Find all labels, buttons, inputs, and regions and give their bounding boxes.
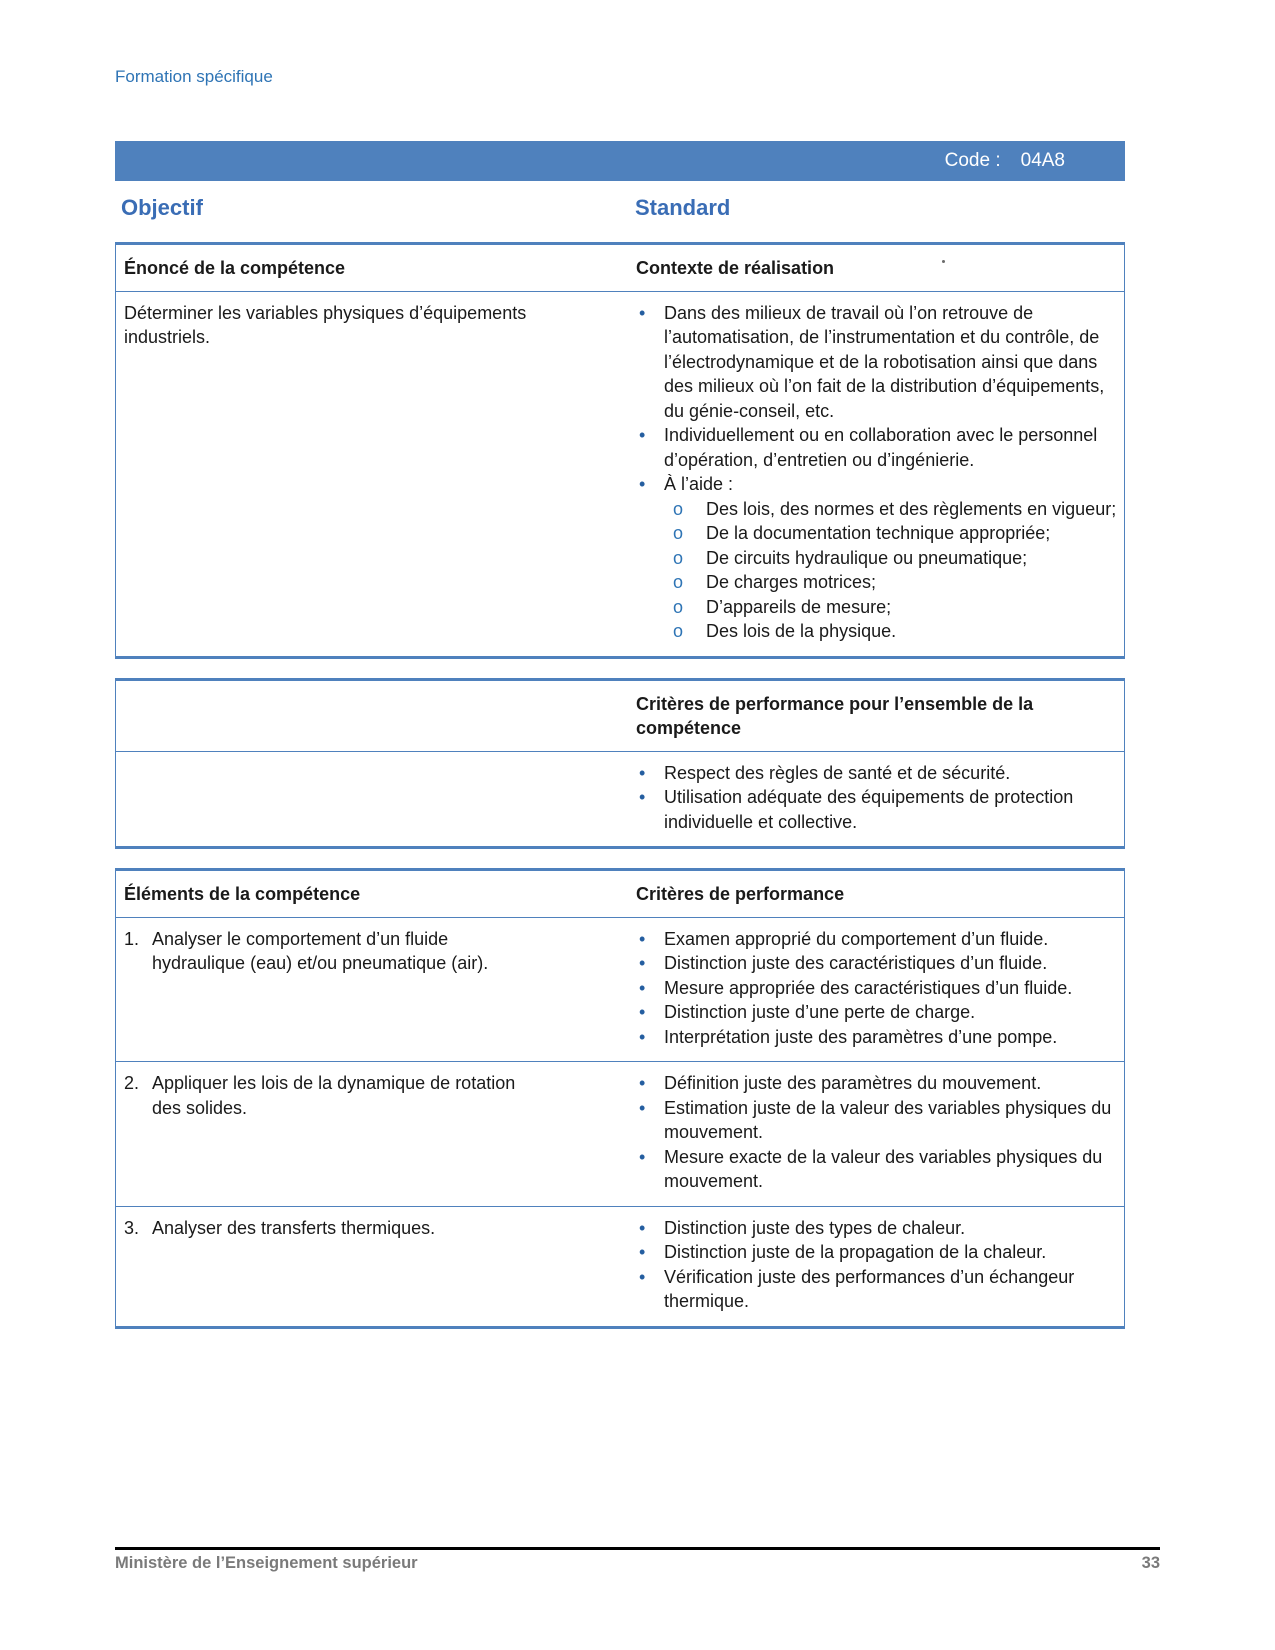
table-header-row xyxy=(116,245,1124,292)
page-footer xyxy=(115,1547,1160,1573)
column-headings xyxy=(115,193,1125,223)
code-label: Code : xyxy=(944,150,1001,171)
list-item xyxy=(636,472,1118,644)
numbered-element xyxy=(124,1071,546,1120)
sub-bullet-text: De circuits hydraulique ou pneumatique; xyxy=(706,547,1028,568)
sub-bullet-text: Des lois de la physique. xyxy=(706,621,897,641)
list-item xyxy=(673,521,1118,546)
objectif-heading: Objectif xyxy=(121,195,203,220)
bullet-text: Respect des règles de santé et de sécurité. xyxy=(664,762,1011,783)
list-item xyxy=(636,785,1118,834)
empty-body-cell xyxy=(116,752,636,847)
competence-statement: Déterminer les variables physiques d’équipements industriels. xyxy=(124,302,527,347)
list-item xyxy=(673,497,1118,522)
bullet-text: Distinction juste d’une perte de charge. xyxy=(664,1002,976,1022)
table-body-row xyxy=(116,292,1124,656)
table-header-row xyxy=(116,681,1124,752)
list-item xyxy=(636,301,1118,424)
bullet-text: Utilisation adéquate des équipements de protection individuelle et collective. xyxy=(664,787,1074,832)
elements-header-cell: Éléments de la compétence xyxy=(124,884,361,904)
bullet-text: Estimation juste de la valeur des variables physiques du mouvement. xyxy=(664,1097,1112,1142)
criteria-cell xyxy=(636,918,1124,1062)
elements-criteres-table xyxy=(115,868,1125,1329)
criteres-ensemble-list-cell xyxy=(636,752,1124,847)
footer-page-number: 33 xyxy=(1141,1554,1160,1572)
enonce-header-cell: Énoncé de la compétence xyxy=(124,258,346,278)
criteres-ensemble-bullet-list xyxy=(636,761,1118,835)
list-item xyxy=(673,619,1118,644)
list-item xyxy=(636,1216,1118,1241)
aide-sub-list xyxy=(673,497,1118,644)
enonce-contexte-table xyxy=(115,242,1125,659)
element-text: Analyser des transferts thermiques. xyxy=(152,1217,436,1238)
list-item xyxy=(636,927,1118,952)
page-content xyxy=(0,66,1275,1329)
sub-bullet-text: De charges motrices; xyxy=(706,572,877,592)
list-item xyxy=(636,423,1118,472)
list-item xyxy=(636,1071,1118,1096)
competence-statement-cell xyxy=(116,292,636,656)
bullet-text: Définition juste des paramètres du mouvement. xyxy=(664,1073,1042,1093)
list-item xyxy=(673,595,1118,620)
list-item xyxy=(673,570,1118,595)
bullet-text: Distinction juste de la propagation de la chaleur. xyxy=(664,1242,1047,1262)
table-header-row xyxy=(116,871,1124,918)
criteria-bullet-list xyxy=(636,1071,1118,1194)
list-item xyxy=(636,1025,1118,1050)
empty-header-cell xyxy=(116,681,636,751)
numbered-element xyxy=(124,1216,546,1241)
section-label: Formation spécifique xyxy=(115,67,273,86)
bullet-text: Mesure exacte de la valeur des variables physiques du mouvement. xyxy=(664,1146,1103,1191)
standard-heading: Standard xyxy=(635,195,731,220)
bullet-text: Mesure appropriée des caractéristiques d’un fluide. xyxy=(664,977,1073,998)
criteria-cell xyxy=(636,1062,1124,1206)
code-banner xyxy=(115,141,1125,181)
list-item xyxy=(636,976,1118,1001)
element-cell xyxy=(116,918,636,1062)
element-number: 2. xyxy=(124,1073,140,1093)
list-item xyxy=(673,546,1118,571)
criteres-ensemble-header-cell: Critères de performance pour l’ensemble de la compétence xyxy=(636,693,1034,738)
element-row-1 xyxy=(116,918,1124,1062)
bullet-text: Distinction juste des types de chaleur. xyxy=(664,1217,966,1238)
element-text: Appliquer les lois de la dynamique de rotation des solides. xyxy=(152,1073,516,1118)
list-item xyxy=(636,951,1118,976)
list-item xyxy=(636,761,1118,786)
sub-bullet-text: D’appareils de mesure; xyxy=(706,596,892,617)
element-text: Analyser le comportement d’un fluide hydraulique (eau) et/ou pneumatique (air). xyxy=(152,928,489,973)
element-row-3 xyxy=(116,1206,1124,1326)
element-cell xyxy=(116,1062,636,1206)
bullet-text: À l’aide : xyxy=(664,474,734,494)
contexte-bullet-list xyxy=(636,301,1118,644)
list-item xyxy=(636,1096,1118,1145)
list-item xyxy=(636,1145,1118,1194)
bullet-text: Dans des milieux de travail où l’on retrouve de l’automatisation, de l’instrumentation et du contrôle, de l’électrodynamique et de la robotisation ainsi que dans des milieux où l’on fait de la distribution d’équipements, du génie-conseil, etc. xyxy=(664,302,1105,421)
bullet-text: Distinction juste des caractéristiques d’un fluide. xyxy=(664,953,1048,973)
contexte-list-cell xyxy=(636,292,1124,656)
footer-ministry: Ministère de l’Enseignement supérieur xyxy=(115,1554,418,1572)
contexte-header-cell: Contexte de réalisation xyxy=(636,258,835,278)
list-item xyxy=(636,1000,1118,1025)
bullet-text: Vérification juste des performances d’un échangeur thermique. xyxy=(664,1266,1075,1311)
sub-bullet-text: Des lois, des normes et des règlements en vigueur; xyxy=(706,498,1117,519)
stray-period-mark xyxy=(942,260,945,263)
criteres-header-cell: Critères de performance xyxy=(636,884,845,904)
element-row-2 xyxy=(116,1061,1124,1206)
sub-bullet-text: De la documentation technique appropriée; xyxy=(706,523,1051,543)
bullet-text: Examen approprié du comportement d’un fluide. xyxy=(664,928,1049,949)
element-number: 1. xyxy=(124,928,140,949)
element-number: 3. xyxy=(124,1217,140,1238)
criteres-ensemble-table xyxy=(115,678,1125,850)
list-item xyxy=(636,1240,1118,1265)
numbered-element xyxy=(124,927,546,976)
table-body-row xyxy=(116,752,1124,847)
list-item xyxy=(636,1265,1118,1314)
code-value: 04A8 xyxy=(1020,150,1065,171)
criteria-bullet-list xyxy=(636,927,1118,1050)
criteria-bullet-list xyxy=(636,1216,1118,1314)
bullet-text: Individuellement ou en collaboration avec le personnel d’opération, d’entretien ou d’ingénierie. xyxy=(664,425,1098,470)
element-cell xyxy=(116,1207,636,1326)
criteria-cell xyxy=(636,1207,1124,1326)
bullet-text: Interprétation juste des paramètres d’une pompe. xyxy=(664,1026,1058,1047)
